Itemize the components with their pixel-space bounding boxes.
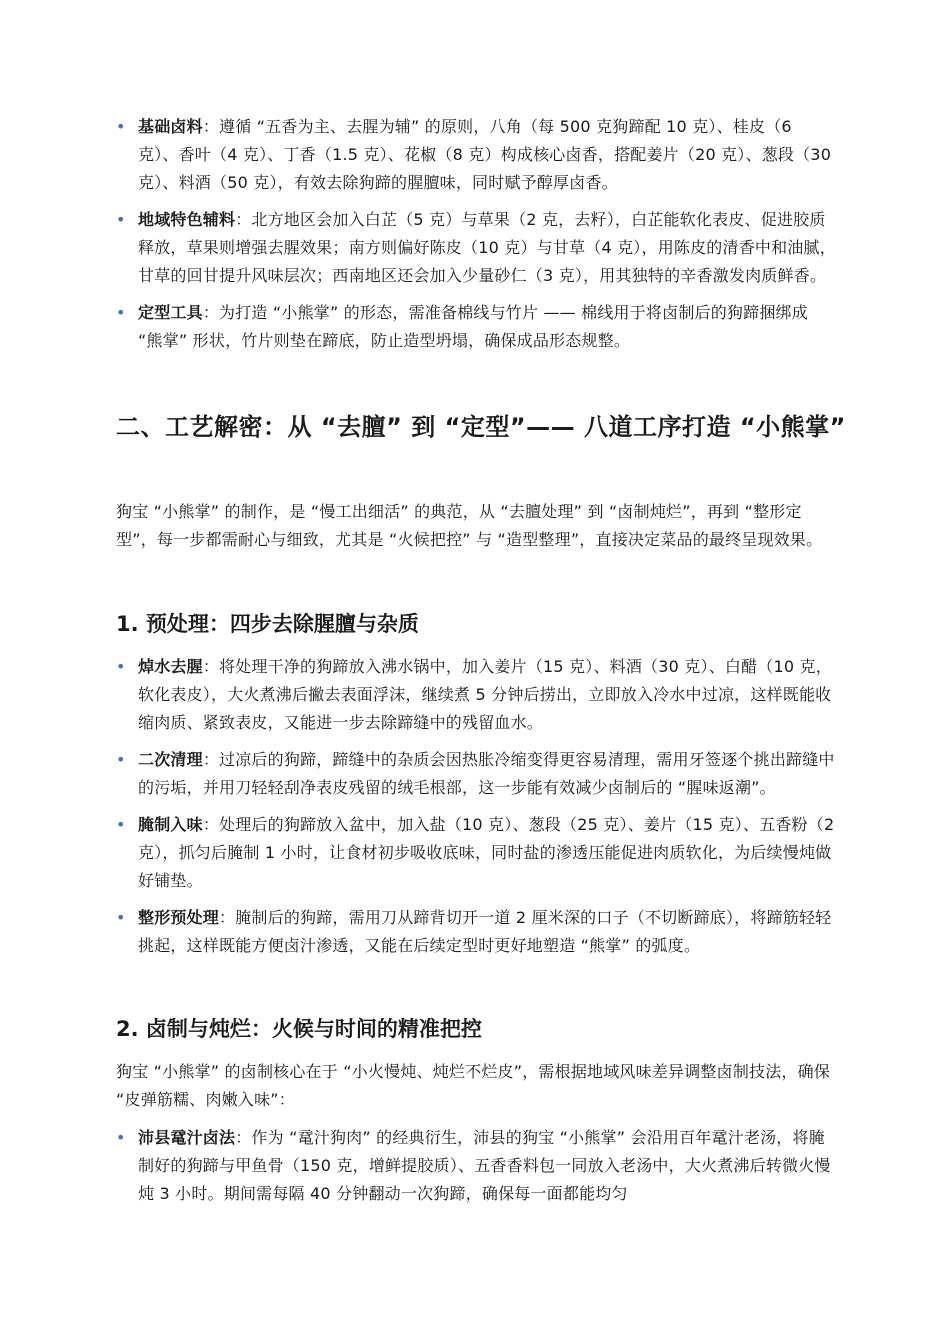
bullet-icon: •	[116, 750, 126, 769]
list-item-term: 定型工具	[138, 303, 203, 322]
list-item	[116, 299, 836, 355]
list-item	[116, 206, 836, 290]
bullet-icon: •	[116, 908, 126, 927]
list-item	[116, 1124, 836, 1208]
bullet-icon: •	[116, 1128, 126, 1147]
list-item	[116, 746, 836, 802]
list-item-term: 整形预处理	[138, 908, 220, 927]
ingredient-list	[116, 113, 836, 364]
list-item-text: ：遵循 “五香为主、去腥为辅” 的原则，八角（每 500 克狗蹄配 10 克）、桂皮（6 克）、香叶（4 克）、丁香（1.5 克）、花椒（8 克）构成核心卤香，搭配姜片（20 克）、葱段（30 克）、料酒（50 克），有效去除狗蹄的腥膻味，同时赋予醇厚卤香。	[138, 117, 832, 192]
subsection-heading: 2. 卤制与炖烂：火候与时间的精准把控	[116, 1017, 482, 1041]
section-intro: 狗宝 “小熊掌” 的制作，是 “慢工出细活” 的典范，从 “去膻处理” 到 “卤制炖烂”，再到 “整形定型”，每一步都需耐心与细致，尤其是 “火候把控” 与 “造型整理”，直接决定菜品的最终呈现效果。	[116, 502, 823, 549]
section-heading: 二、工艺解密：从 “去膻” 到 “定型”—— 八道工序打造 “小熊掌”	[116, 413, 846, 441]
list-item-text: ：处理后的狗蹄放入盆中，加入盐（10 克）、葱段（25 克）、姜片（15 克）、五香粉（2 克），抓匀后腌制 1 小时，让食材初步吸收底味，同时盐的渗透压能促进肉质软化，为后续慢炖做好铺垫。	[138, 815, 835, 890]
list-item-text: ：为打造 “小熊掌” 的形态，需准备棉线与竹片 —— 棉线用于将卤制后的狗蹄捆绑成 “熊掌” 形状，竹片则垫在蹄底，防止造型坍塌，确保成品形态规整。	[138, 303, 808, 350]
list-item-text: ：腌制后的狗蹄，需用刀从蹄背切开一道 2 厘米深的口子（不切断蹄底），将蹄筋轻轻挑起，这样既能方便卤汁渗透，又能在后续定型时更好地塑造 “熊掌” 的弧度。	[138, 908, 832, 955]
braising-list	[116, 1124, 836, 1217]
list-item	[116, 811, 836, 895]
list-item-text: ：北方地区会加入白芷（5 克）与草果（2 克，去籽），白芷能软化表皮、促进胶质释放，草果则增强去腥效果；南方则偏好陈皮（10 克）与甘草（4 克），用陈皮的清香中和油腻，甘草的回甘提升风味层次；西南地区还会加入少量砂仁（3 克），用其独特的辛香激发肉质鲜香。	[138, 210, 836, 285]
list-item-text: ：作为 “鼋汁狗肉” 的经典衍生，沛县的狗宝 “小熊掌” 会沿用百年鼋汁老汤，将腌制好的狗蹄与甲鱼骨（150 克，增鲜提胶质）、五香香料包一同放入老汤中，大火煮沸后转微火慢炖 3 小时。期间需每隔 40 分钟翻动一次狗蹄，确保每一面都能均匀	[138, 1128, 831, 1203]
list-item	[116, 653, 836, 737]
list-item-term: 焯水去腥	[138, 657, 203, 676]
bullet-icon: •	[116, 657, 126, 676]
bullet-icon: •	[116, 117, 126, 136]
bullet-icon: •	[116, 210, 126, 229]
list-item-term: 地域特色辅料	[138, 210, 236, 229]
list-item-text: ：将处理干净的狗蹄放入沸水锅中，加入姜片（15 克）、料酒（30 克）、白醋（10 克，软化表皮），大火煮沸后撇去表面浮沫，继续煮 5 分钟后捞出，立即放入冷水中过凉，这样既能收缩肉质、紧致表皮，又能进一步去除蹄缝中的残留血水。	[138, 657, 832, 732]
list-item-term: 基础卤料	[138, 117, 203, 136]
bullet-icon: •	[116, 303, 126, 322]
list-item-term: 腌制入味	[138, 815, 203, 834]
bullet-icon: •	[116, 815, 126, 834]
list-item-term: 沛县鼋汁卤法	[138, 1128, 236, 1147]
list-item	[116, 904, 836, 960]
list-item	[116, 113, 836, 197]
list-item-text: ：过凉后的狗蹄，蹄缝中的杂质会因热胀冷缩变得更容易清理，需用牙签逐个挑出蹄缝中的污垢，并用刀轻轻刮净表皮残留的绒毛根部，这一步能有效减少卤制后的 “腥味返潮”。	[138, 750, 835, 797]
preprocess-list	[116, 653, 836, 969]
list-item-term: 二次清理	[138, 750, 203, 769]
subsection-heading: 1. 预处理：四步去除腥膻与杂质	[116, 612, 419, 636]
subsection-intro: 狗宝 “小熊掌” 的卤制核心在于 “小火慢炖、炖烂不烂皮”，需根据地域风味差异调整卤制技法，确保 “皮弹筋糯、肉嫩入味”：	[116, 1062, 831, 1109]
